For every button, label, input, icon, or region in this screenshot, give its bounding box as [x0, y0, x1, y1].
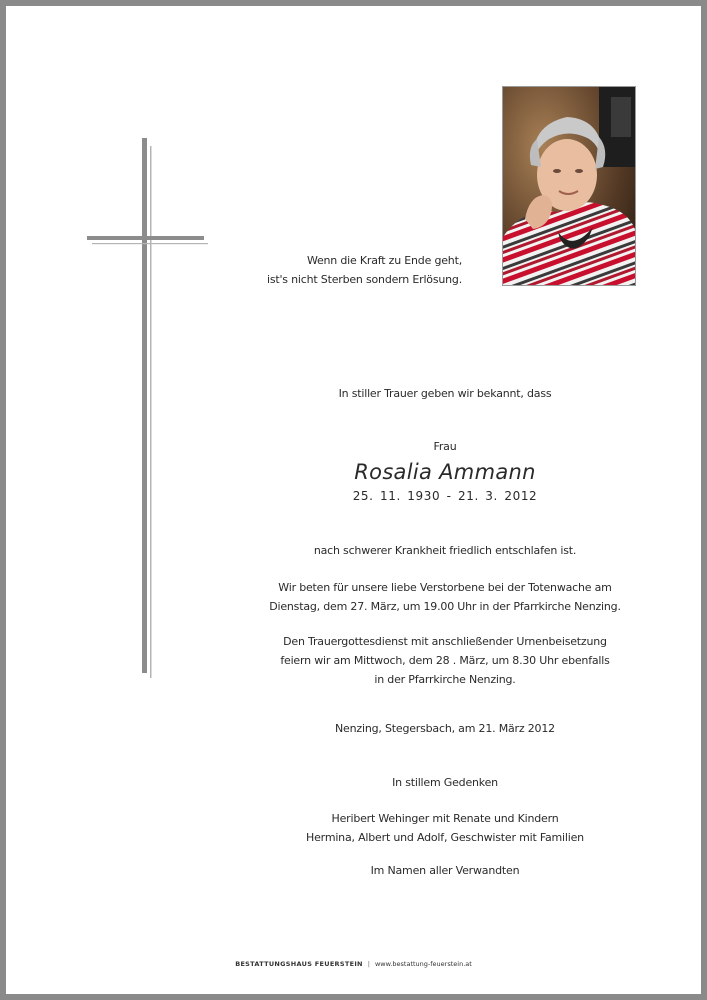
honorific: Frau	[433, 440, 457, 453]
deceased-name: Rosalia Ammann	[354, 460, 536, 484]
passing-statement: nach schwerer Krankheit friedlich entschlafen ist.	[313, 544, 577, 557]
life-dates: 25. 11. 1930 - 21. 3. 2012	[352, 489, 538, 503]
remembrance-line: In stillem Gedenken	[392, 776, 498, 789]
mourners-line-1: Heribert Wehinger mit Renate und Kindern	[331, 812, 559, 825]
quote-line-2: ist's nicht Sterben sondern Erlösung.	[266, 273, 462, 286]
mourners-line-2: Hermina, Albert und Adolf, Geschwister mit Familien	[306, 831, 584, 844]
company-name: BESTATTUNGSHAUS FEUERSTEIN	[235, 960, 363, 968]
quote-line-1: Wenn die Kraft zu Ende geht,	[306, 254, 462, 267]
footer-separator: |	[367, 960, 370, 968]
funeral-notice	[0, 632, 707, 689]
relatives-line: Im Namen aller Verwandten	[370, 864, 520, 877]
company-website-link[interactable]: www.bestattung-feuerstein.at	[374, 960, 472, 968]
announcement-intro: In stiller Trauer geben wir bekannt, dass	[338, 387, 552, 400]
funeral-line-1: Den Trauergottesdienst mit anschließender Urnenbeisetzung	[283, 635, 607, 648]
deceased-photo	[502, 86, 636, 286]
wake-line-1: Wir beten für unsere liebe Verstorbene bei der Totenwache am	[278, 581, 612, 594]
wake-notice	[0, 578, 707, 616]
mourners-list	[0, 809, 707, 847]
quote	[267, 251, 462, 289]
funeral-line-2: feiern wir am Mittwoch, dem 28 . März, um 8.30 Uhr ebenfalls	[280, 654, 610, 667]
wake-line-2: Dienstag, dem 27. März, um 19.00 Uhr in der Pfarrkirche Nenzing.	[269, 600, 621, 613]
footer	[0, 960, 707, 968]
funeral-line-3: in der Pfarrkirche Nenzing.	[374, 673, 516, 686]
place-and-date: Nenzing, Stegersbach, am 21. März 2012	[335, 722, 555, 735]
